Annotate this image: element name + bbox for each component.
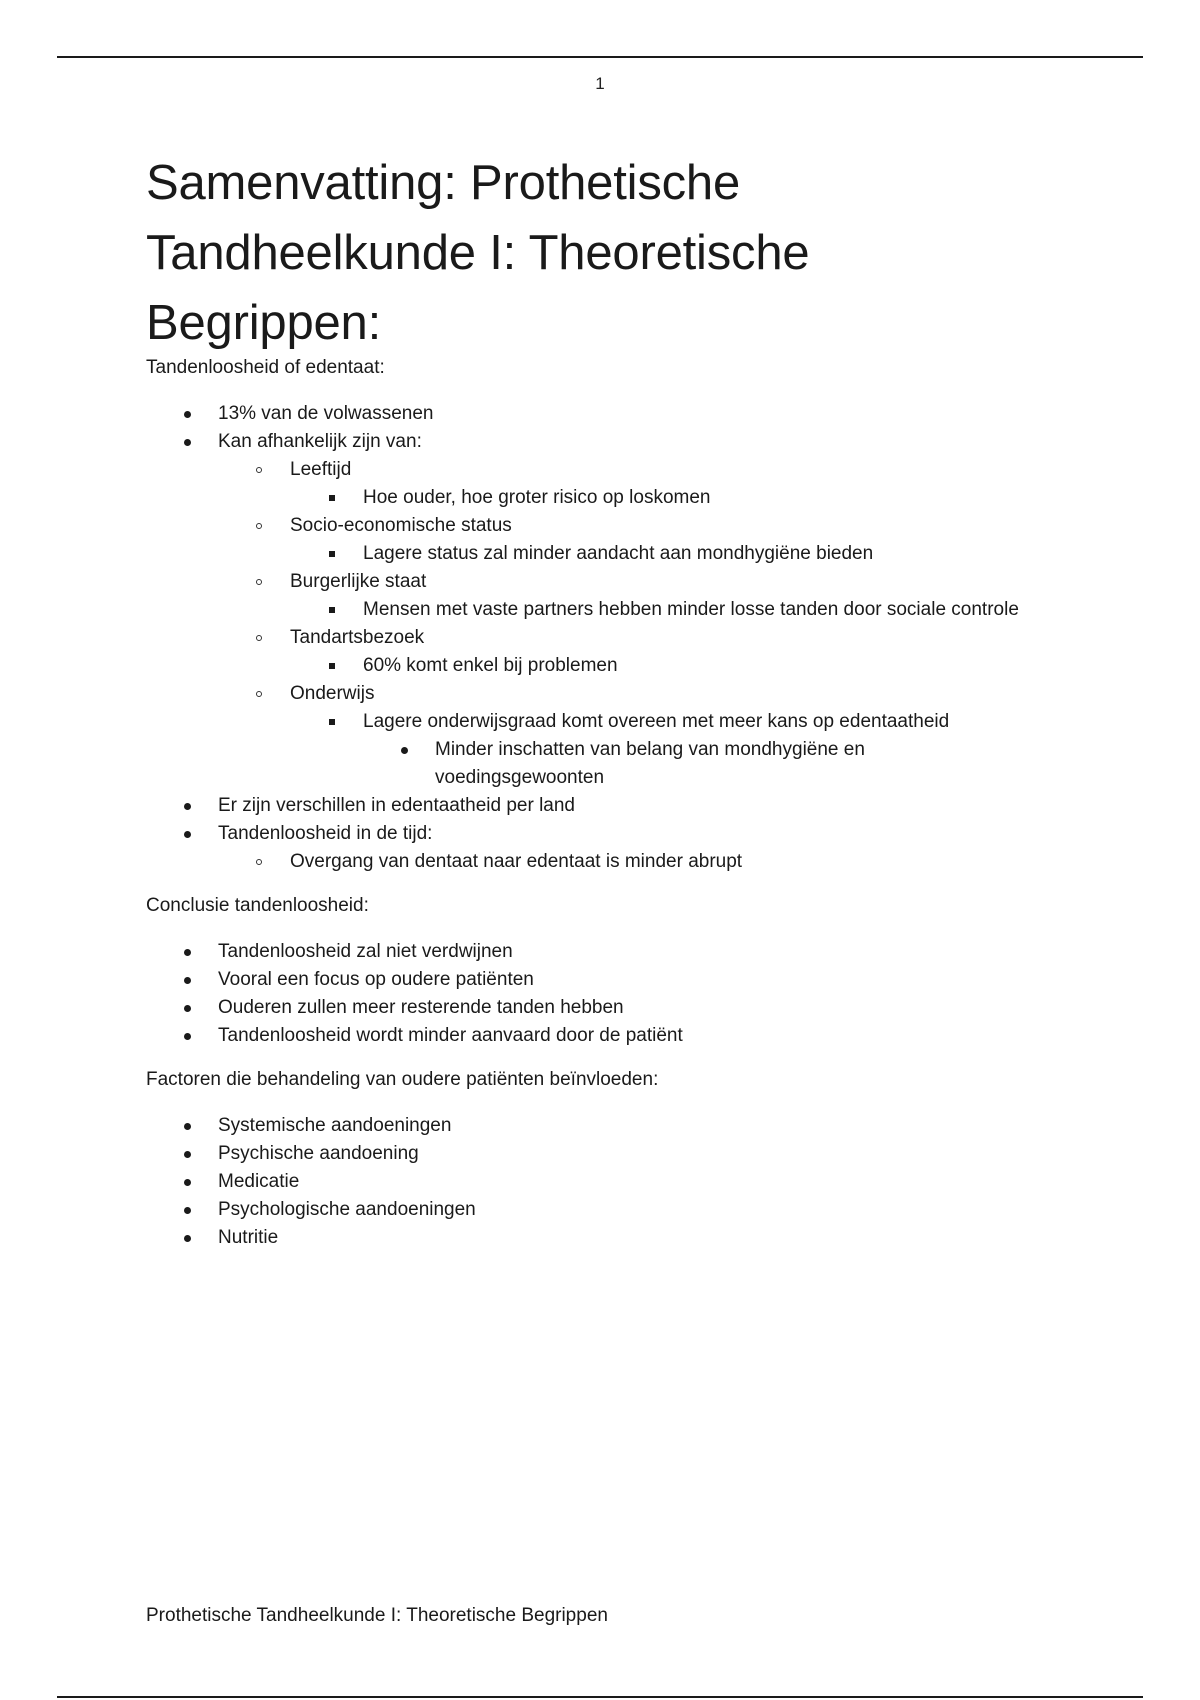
bullet-square: [290, 596, 362, 624]
sub-list-item: Onderwijs Lagere onderwijsgraad komt overeen met meer kans op edentaatheid Minder inschatten van belang van mondhygiëne en voedingsgewoonten: [218, 680, 1046, 792]
sub-list-item: Overgang van dentaat naar edentaat is minder abrupt: [218, 848, 1046, 876]
sub-list-item: Socio-economische status Lagere status zal minder aandacht aan mondhygiëne bieden: [218, 512, 1046, 568]
list-tandenloosheid: [146, 400, 1046, 876]
page-number: 1: [595, 74, 605, 93]
bullet-disc: [146, 400, 218, 428]
bullet-disc: [146, 1140, 218, 1168]
detail-item: Hoe ouder, hoe groter risico op loskomen: [290, 484, 1046, 512]
list-item: Nutritie: [146, 1224, 1046, 1252]
bullet-disc: [146, 994, 218, 1022]
bullet-disc: [146, 938, 218, 966]
detail-item: Mensen met vaste partners hebben minder losse tanden door sociale controle: [290, 596, 1046, 624]
bullet-circle: [218, 456, 290, 484]
sub-list-item: Leeftijd Hoe ouder, hoe groter risico op loskomen: [218, 456, 1046, 512]
sublist-detail: [290, 540, 1046, 568]
sublist-detail: [290, 596, 1046, 624]
sublist-subdetail: [363, 736, 1046, 792]
bullet-disc: [146, 820, 218, 848]
list-item: Tandenloosheid in de tijd: Overgang van dentaat naar edentaat is minder abrupt: [146, 820, 1046, 876]
sub-list-item: Burgerlijke staat Mensen met vaste partners hebben minder losse tanden door sociale controle: [218, 568, 1046, 624]
list-factoren: [146, 1112, 1046, 1252]
subdetail-item: Minder inschatten van belang van mondhygiëne en voedingsgewoonten: [363, 736, 1046, 792]
page-footer: Prothetische Tandheelkunde I: Theoretische Begrippen: [146, 1605, 608, 1626]
list-item: Psychische aandoening: [146, 1140, 1046, 1168]
list-item: Psychologische aandoeningen: [146, 1196, 1046, 1224]
sub-list-item: Tandartsbezoek 60% komt enkel bij problemen: [218, 624, 1046, 680]
bullet-disc: [146, 792, 218, 820]
section-heading-tandenloosheid: Tandenloosheid of edentaat:: [146, 357, 385, 378]
bullet-square: [290, 652, 362, 680]
bullet-disc: [146, 966, 218, 994]
list-item: Tandenloosheid zal niet verdwijnen: [146, 938, 1046, 966]
bullet-disc: [146, 1224, 218, 1252]
bullet-disc: [146, 1022, 218, 1050]
sublist-detail: [290, 484, 1046, 512]
section-heading-factoren: Factoren die behandeling van oudere patiënten beïnvloeden:: [146, 1069, 659, 1090]
list-item: Vooral een focus op oudere patiënten: [146, 966, 1046, 994]
list-item: Ouderen zullen meer resterende tanden hebben: [146, 994, 1046, 1022]
bullet-circle: [218, 512, 290, 540]
list-item: Kan afhankelijk zijn van: Leeftijd Hoe ouder, hoe groter risico op loskomen Socio-economische status Lagere status zal minder aandacht aan mondhygiëne bieden Burgerlijke staat Mensen met vaste partners hebben minder losse tanden door sociale controle Tandartsbezoek 60% komt enkel bij problemen Onderwijs Lagere onderwijsgraad komt overeen met meer kans op edentaatheid Minder inschatten van belang van mondhygiëne en voedingsgewoonten: [146, 428, 1046, 792]
list-item: Tandenloosheid wordt minder aanvaard door de patiënt: [146, 1022, 1046, 1050]
page-title: Samenvatting: Prothetische Tandheelkunde I: Theoretische Begrippen:: [146, 156, 810, 350]
bullet-circle: [218, 680, 290, 708]
list-item: 13% van de volwassenen: [146, 400, 1046, 428]
sublist-detail: [290, 652, 1046, 680]
list-item: Systemische aandoeningen: [146, 1112, 1046, 1140]
bullet-disc: [363, 736, 435, 764]
bullet-circle: [218, 624, 290, 652]
document-body: [146, 148, 1046, 1252]
bullet-square: [290, 708, 362, 736]
bullet-square: [290, 484, 362, 512]
list-item: Er zijn verschillen in edentaatheid per land: [146, 792, 1046, 820]
section-heading-conclusie: Conclusie tandenloosheid:: [146, 895, 369, 916]
header-rule: [57, 56, 1143, 58]
bullet-disc: [146, 1196, 218, 1224]
detail-item: Lagere onderwijsgraad komt overeen met meer kans op edentaatheid Minder inschatten van belang van mondhygiëne en voedingsgewoonten: [290, 708, 1046, 792]
sublist-time: [218, 848, 1046, 876]
sublist-factors: [218, 456, 1046, 792]
bullet-disc: [146, 1112, 218, 1140]
detail-item: 60% komt enkel bij problemen: [290, 652, 1046, 680]
list-item: Medicatie: [146, 1168, 1046, 1196]
detail-item: Lagere status zal minder aandacht aan mondhygiëne bieden: [290, 540, 1046, 568]
bullet-disc: [146, 428, 218, 456]
list-conclusie: [146, 938, 1046, 1050]
bullet-circle: [218, 568, 290, 596]
footer-rule: [57, 1696, 1143, 1698]
bullet-square: [290, 540, 362, 568]
sublist-detail: [290, 708, 1046, 792]
bullet-circle: [218, 848, 290, 876]
bullet-disc: [146, 1168, 218, 1196]
